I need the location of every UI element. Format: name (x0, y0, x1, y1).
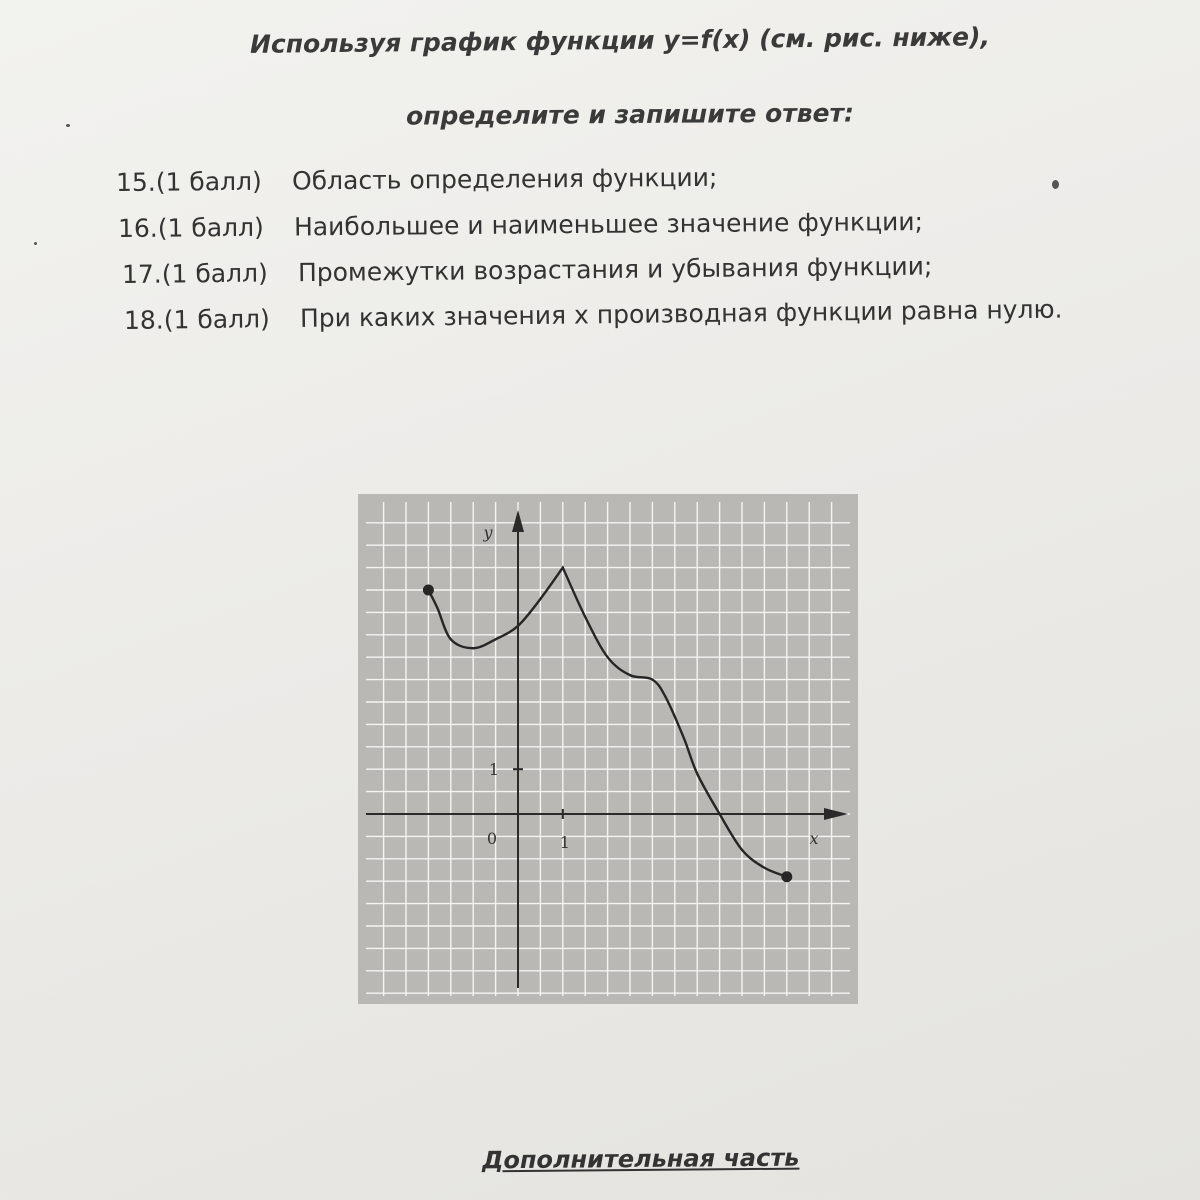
function-graph-figure (358, 494, 858, 1004)
paper-speck (1052, 180, 1059, 189)
y-tick-label: 1 (488, 760, 500, 780)
task-text: Промежутки возрастания и убывания функции; (297, 251, 933, 288)
origin-label: 0 (486, 829, 498, 848)
task-item (122, 249, 1156, 289)
task-text: При каких значения х производная функции равна нулю. (299, 294, 1063, 333)
task-text: Область определения функции; (291, 162, 718, 196)
task-heading-line-2: определите и запишите ответ: (405, 98, 855, 131)
task-item (118, 205, 1156, 243)
x-tick-label: 1 (559, 833, 570, 852)
task-heading-line-1: Используя график функции y=f(x) (см. рис. ниже), (249, 22, 991, 59)
task-item (116, 159, 1156, 197)
task-item (124, 293, 1156, 335)
function-graph (358, 494, 858, 1004)
task-number: 17.(1 балл) (121, 258, 268, 289)
task-number: 15.(1 балл) (115, 166, 262, 197)
paper-speck (66, 124, 70, 127)
task-number: 16.(1 балл) (117, 212, 264, 243)
x-axis-label: x (809, 829, 819, 848)
task-list (115, 162, 1156, 352)
curve-endpoint (423, 585, 434, 596)
paper-speck (34, 242, 37, 245)
y-axis-label: y (483, 523, 493, 542)
task-text: Наибольшее и наименьшее значение функции; (293, 206, 924, 242)
curve-endpoint (781, 871, 792, 882)
task-number: 18.(1 балл) (123, 304, 270, 335)
section-title: Дополнительная часть (481, 1143, 800, 1175)
